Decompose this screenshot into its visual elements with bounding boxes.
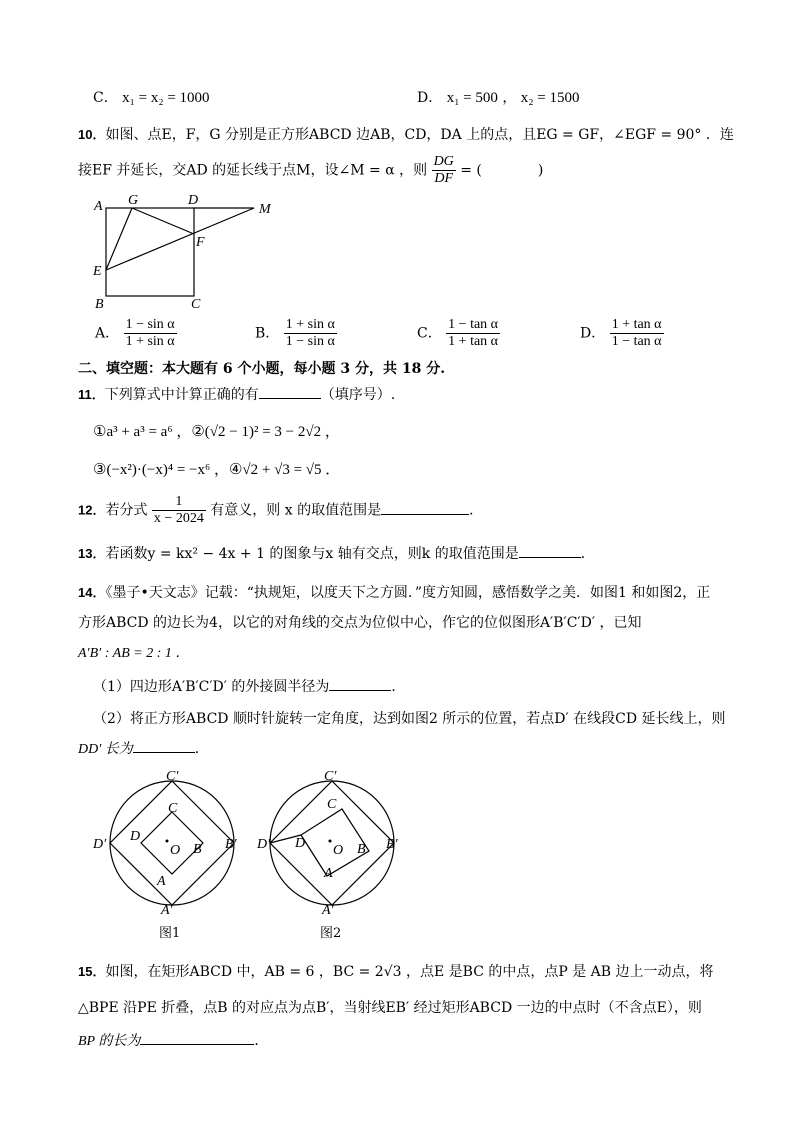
figure-1-caption: 图1 <box>159 926 181 941</box>
fraction-denominator: 1 + tan α <box>448 334 499 349</box>
separator: ， <box>502 90 517 106</box>
q10-line2 <box>78 154 543 187</box>
label-b: B <box>357 842 366 857</box>
fraction-numerator: 1 − sin α <box>125 317 175 332</box>
q10-figure <box>88 190 288 315</box>
figure-2-caption: 图2 <box>320 926 342 941</box>
center-point <box>166 840 169 843</box>
label-c: C <box>327 797 337 812</box>
question-text: 《墨子•天文志》记载：“执规矩，以度天下之方圆．”度方知圆，感悟数学之美．如图1 和如图2，正 <box>105 585 711 601</box>
question-text: 有意义，则 x 的取值范围是 <box>210 502 382 519</box>
question-number: 10． <box>78 127 106 142</box>
label-o: O <box>170 843 181 858</box>
label-d-prime: D′ <box>257 837 271 852</box>
option-fraction <box>284 317 337 350</box>
answer-blank[interactable] <box>329 676 391 691</box>
q15-line2: △BPE 沿PE 折叠，点B 的对应点为点B′，当射线EB′ 经过矩形ABCD 一边的中点时（不含点E），则 <box>78 1000 702 1016</box>
option-expression: x₁ = 500 <box>446 90 498 106</box>
q10-option-c <box>417 317 500 350</box>
question-number: 13． <box>78 546 106 561</box>
answer-blank[interactable] <box>259 384 321 399</box>
q14-figure-1 <box>90 768 250 918</box>
fraction-numerator: 1 <box>152 494 206 511</box>
q15-line3 <box>78 1030 268 1050</box>
question-text: 下列算式中计算正确的有 <box>104 387 259 403</box>
label-a: A <box>94 199 103 214</box>
q14-line3: A′B′ : AB = 2 : 1 ． <box>78 646 190 661</box>
answer-blank[interactable] <box>519 543 581 558</box>
q10-option-d <box>580 317 664 350</box>
fraction-denominator: 1 − tan α <box>611 334 662 349</box>
q14-line2: 方形ABCD 的边长为4，以它的对角线的交点为位似中心，作它的位似图形A′B′C′D′ ，已知 <box>78 615 642 631</box>
label-c-prime: C′ <box>166 769 179 784</box>
question-tail: ． <box>194 741 209 757</box>
q14-sub1 <box>93 676 405 696</box>
label-a-prime: A′ <box>161 903 173 918</box>
option-label: C． <box>93 90 118 106</box>
label-d-prime: D′ <box>93 837 107 852</box>
option-fraction <box>446 317 500 350</box>
question-text: 若分式 <box>105 502 148 519</box>
option-expression: x₂ = 1500 <box>520 90 580 106</box>
section-heading: 二、填空题：本大题有 6 个小题，每小题 3 分，共 18 分. <box>78 361 446 377</box>
q9-option-d <box>417 87 580 107</box>
label-d: D <box>295 836 306 851</box>
question-tail: （填序号）. <box>320 387 396 403</box>
label-a: A <box>157 874 166 889</box>
q9-option-c <box>93 87 210 107</box>
question-number: 11． <box>78 387 105 402</box>
q11-items-line1: ①a³ + a³ = a⁶ ，②(√2 − 1)² = 3 − 2√2 ， <box>93 424 340 440</box>
q12-line <box>78 494 483 527</box>
label-a: A <box>324 866 333 881</box>
segment-gf <box>132 208 194 234</box>
option-fraction <box>610 317 664 350</box>
label-e: E <box>93 264 102 279</box>
q15-line1 <box>78 961 714 981</box>
question-text: BP 的长为 <box>78 1034 141 1049</box>
label-d: D <box>130 829 141 844</box>
center-point <box>329 840 332 843</box>
label-b: B <box>193 842 202 857</box>
q12-fraction <box>152 494 206 527</box>
option-label: B． <box>255 325 280 342</box>
label-f: F <box>196 235 205 250</box>
label-b: B <box>95 297 104 312</box>
label-o: O <box>333 843 344 858</box>
answer-blank[interactable] <box>133 738 195 753</box>
q14-sub2-line2 <box>78 738 209 758</box>
q10-line1 <box>78 124 734 144</box>
question-text: 接EF 并延长，交AD 的延长线于点M，设∠M = α ，则 <box>78 162 428 179</box>
q14-sub2-line1: （2）将正方形ABCD 顺时针旋转一定角度，达到如图2 所示的位置，若点D′ 在线段CD 延长线上，则 <box>93 711 726 727</box>
label-m: M <box>259 202 271 217</box>
fraction-numerator: 1 − tan α <box>448 317 499 332</box>
q13-line <box>78 543 595 563</box>
question-number: 15． <box>78 964 106 979</box>
sub-question-text: DD′ 长为 <box>78 742 133 757</box>
fraction-denominator: 1 + sin α <box>125 334 175 349</box>
answer-blank[interactable] <box>381 500 469 515</box>
q11-items-line2: ③(−x²)·(−x)⁴ = −x⁶ ，④√2 + √3 = √5 ． <box>93 462 341 478</box>
fraction-denominator: x − 2024 <box>153 511 204 526</box>
q14-line1 <box>78 582 710 602</box>
label-b-prime: B′ <box>386 837 398 852</box>
label-c: C <box>168 801 178 816</box>
label-a-prime: A′ <box>322 903 334 918</box>
sub-question-text: （1）四边形A′B′C′D′ 的外接圆半径为 <box>93 679 330 695</box>
label-b-prime: B′ <box>225 837 237 852</box>
option-expression: x₁ = x₂ = 1000 <box>122 90 210 106</box>
question-number: 12． <box>78 502 106 518</box>
q10-option-b <box>255 317 337 350</box>
option-label: C． <box>417 325 442 342</box>
fraction-numerator: 1 + sin α <box>285 317 335 332</box>
label-g: G <box>128 193 139 208</box>
option-fraction <box>124 317 177 350</box>
option-label: A． <box>95 325 120 342</box>
question-text: 如图、点E，F，G 分别是正方形ABCD 边AB，CD，DA 上的点，且EG = GF，∠EGF = 90° ．连 <box>105 127 734 143</box>
option-label: D． <box>580 325 606 342</box>
question-text: 若函数y = kx² − 4x + 1 的图象与x 轴有交点，则k 的取值范围是 <box>105 546 519 562</box>
question-text: 如图，在矩形ABCD 中，AB = 6 ，BC = 2√3 ，点E 是BC 的中点，点P 是 AB 边上一动点，将 <box>105 964 714 980</box>
dg-over-df-fraction <box>432 154 456 187</box>
q11-stem <box>78 384 395 404</box>
question-number: 14． <box>78 585 106 600</box>
fraction-denominator: 1 − sin α <box>285 334 335 349</box>
question-tail: ． <box>254 1033 269 1049</box>
answer-parentheses: = ( ) <box>460 162 544 179</box>
option-label: D． <box>417 90 443 106</box>
label-d: D <box>188 193 199 208</box>
q10-option-a <box>95 317 177 350</box>
question-tail: ． <box>469 502 484 519</box>
question-tail: ． <box>580 546 595 562</box>
label-c: C <box>191 297 201 312</box>
answer-blank[interactable] <box>140 1030 254 1045</box>
question-tail: ． <box>391 679 406 695</box>
fraction-numerator: DG <box>433 154 454 169</box>
fraction-denominator: DF <box>434 171 454 186</box>
label-c-prime: C′ <box>324 769 337 784</box>
fraction-numerator: 1 + tan α <box>611 317 662 332</box>
q14-figure-2 <box>257 768 417 918</box>
